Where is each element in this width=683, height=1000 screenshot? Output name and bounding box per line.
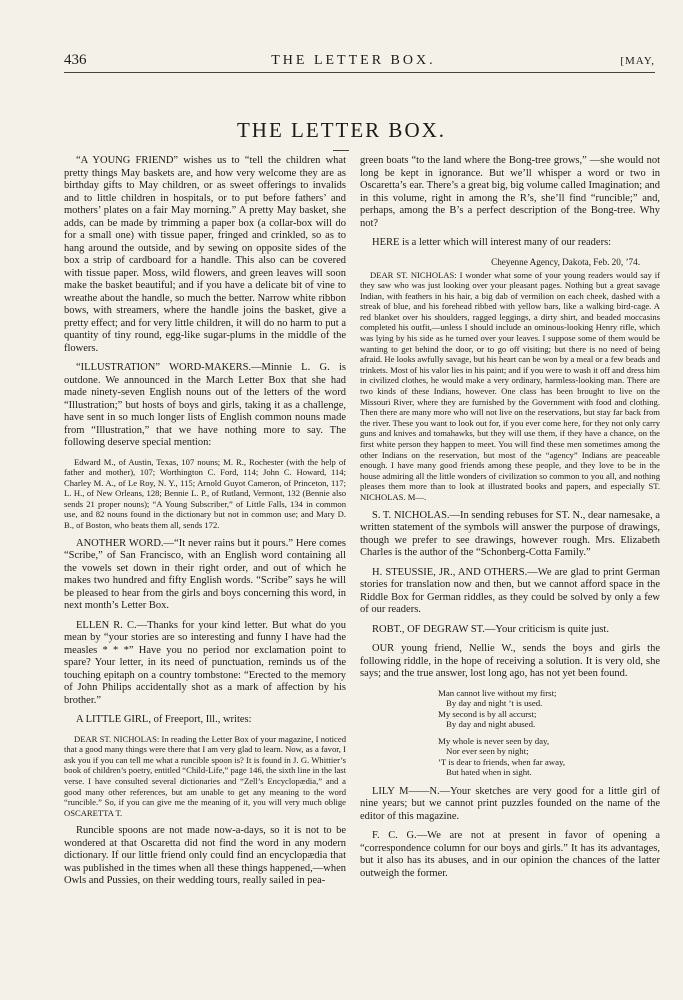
poem-line: By day and night ’t is used. [446, 698, 543, 709]
title-dash [333, 150, 349, 151]
poem-line: Nor ever seen by night; [446, 746, 529, 757]
running-head [64, 52, 655, 72]
header-rule [64, 72, 655, 73]
may-basket-paragraph: “A YOUNG FRIEND” wishes us to “tell the children what pretty things May baskets are, and how very welcome they are as birthday gifts to May children, or as sweet offerings to invalids and to little children in hospitals, or to put before fathers’ and mothers’ plates on a fair May morning.” A pretty May basket, she adds, can be made by trimming a paper box (a collar-box will do for a small one) with tissue paper, fringed and crinkled, so as to hang around the outside, and by sewing on opposite sides of the box a strip of cardboard for a handle. This also can be covered with tissue paper. Moss, wild flowers, and green leaves will soon make the basket beautiful; and if you have a delicate bit of vine to wreathe about the handle, so much the better. Narrow white ribbon bows, with streamers, where the handle joins the basket, give a pretty effect; and for very little children, it will do no harm to put a quantity of tiny round, egg-like sugar-plums in the middle of the flowers. [64, 155, 346, 354]
poem-line: By day and night abused. [446, 719, 536, 730]
bong-tree-paragraph: green boats “to the land where the Bong-tree grows,” —she would not long be kept in ignorance. But we’ll whisper a word or two in Oscaretta’s ear. There’s a great big, big volume called Imagination; and in this volume, right in among the R’s, she’ll find “runcible;” and, perhaps, among the B’s a perfect description of the Bong-tree. Why not? [360, 155, 660, 229]
riddle-intro: OUR young friend, Nellie W., sends the boys and girls the following riddle, in the hope of receiving a solution. It is very old, she says; and the true answer, lost long ago, has not yet been found. [360, 643, 660, 680]
poem-line: But hated when in sight. [446, 767, 532, 778]
right-column [360, 152, 660, 887]
word-makers-paragraph: “ILLUSTRATION” WORD-MAKERS.—Minnie L. G. is outdone. We announced in the March Letter Box that she had made ninety-seven English nouns out of the letters of the word “Illustration;” but hosts of boys and girls, taking it as a challenge, have sent in so much longer lists of English common nouns made from “Illustration,” that we have nothing more to say. The following deserve special mention: [64, 362, 346, 448]
poem-stanza [438, 736, 660, 778]
another-word-paragraph: ANOTHER WORD.—“It never rains but it pours.” Here comes “Scribe,” of San Francisco, with an English word containing all the vowels set down in their right order, and out of which he makes two hundred and fifty English words. “Scribe” says he will be pleased to hear from the girls and boys concerning this word, in next month’s Letter Box. [64, 537, 346, 612]
poem-stanza [438, 688, 660, 730]
poem-line: Man cannot live without my first; [438, 687, 557, 698]
poem-line: ’T is dear to friends, when far away, [438, 756, 566, 767]
word-makers-list: Edward M., of Austin, Texas, 107 nouns; M. R., Rochester (with the help of father and mother), 107; Worthington C. Ford, 114; John C. Howard, 114; Charley M. A., of Le Roy, N. Y., 115; Arnold Guyot Cameron, of Princeton, 117; L. H., of New Orleans, 128; Bennie L. P., of Rutland, Vermont, 132 (Bennie also sends 21 proper nouns); “A Young Subscriber,” of Little Falls, 134 in common use, and 82 nouns found in the dictionary but not in common use; and Mary D. B., of Boston, who beats them all, sends 172. [64, 456, 346, 531]
riddle-poem [438, 688, 660, 778]
page-number: 436 [64, 52, 87, 68]
robt-reply: ROBT., OF DEGRAW ST.—Your criticism is quite just. [372, 623, 609, 635]
poem-line: My whole is never seen by day, [438, 735, 550, 746]
st-nicholas-reply: S. T. NICHOLAS.—In sending rebuses for ST. N., dear namesake, a written statement of the symbols will answer the purpose of drawings, though we prefer to see drawings, however rough. Mrs. Elizabeth Charles is the author of the “Schonberg-Cotta Family.” [360, 509, 660, 559]
running-month: [MAY, [620, 55, 655, 67]
letter-dateline: Cheyenne Agency, Dakota, Feb. 20, ’74. [491, 256, 640, 267]
ellen-paragraph: ELLEN R. C.—Thanks for your kind letter. But what do you mean by “your stories are so interesting and funny I have had the measles * * *” Have you no period nor exclamation point to spare? Your letter, in its need of punctuation, reminds us of the touching epitaph on a country tombstone: “Erected to the memory of John Philips accidentally shot as a mark of affection by his brother.” [64, 619, 346, 706]
runcible-paragraph: Runcible spoons are not made now-a-days, so it is not to be wondered at that Oscaretta did not find the word in any modern dictionary. If our little friend only could find an encyclopædia that was published in the times when all these things happened,—when Owls and Pussies, on their wedding tours, really sailed in pea- [64, 825, 346, 887]
cheyenne-letter: DEAR ST. NICHOLAS: I wonder what some of your young readers would say if they saw who was just looking over your pleasant pages. Nothing but a great savage Indian, with feathers in his hair, a big dab of vermilion on each cheek, dashed with a streak of blue, and his forehead ribbed with yellow bars, like a walking bird-cage. A red blanket over his shoulders, ragged leggings, a dirty shirt, and beaded moccasins completed his outfit,—unless I should include an ominous-looking Henry rifle, which was lying by his side as he turned over your leaves. I suppose some of them would be wanting to get behind the door, or to go off visiting; but there is no need of being afraid. He looks awfully savage, but his heart can be won by a meal or a few beads and trinkets. Most of his valor lies in his paint; and if you were to wash it off and dress him in civilized clothes, he would make a very ordinary, harmless-looking man. There are two kinds of these Indians, however. One class has been brought to live on the Missouri River, where they are furnished by the Government with food and clothing. Then there are many more who will not live on the reservations, but stay far back from the river. These you want to look out for, if you ever come here, for they not only carry guns and knives and tomahawks, but they will use them, if they have a chance, on the first white person they happen to meet. You will find these men sometimes among the other Indians on the reservation, but most of the “agency” Indians are peaceable enough. I have many good friends among these people, and they love to be in the house admiring all the little wonders of civilization so common to you all, and nothing pleases them more than to look at illustrated books and papers, and especially ST. NICHOLAS. M—. [360, 269, 660, 502]
running-title: THE LETTER BOX. [271, 53, 436, 68]
letter-intro: HERE is a letter which will interest many of our readers: [372, 237, 612, 248]
lily-reply: LILY M——N.—Your sketches are very good for a little girl of nine years; but we cannot print puzzles founded on the name of the editor of this magazine. [360, 785, 660, 822]
left-column [64, 152, 346, 895]
page-title: THE LETTER BOX. [236, 118, 447, 142]
steussie-reply: H. STEUSSIE, JR., AND OTHERS.—We are glad to print German stories for translation now and then, but we cannot afford space in the Riddle Box for German riddles, as they could be solved by only a few of our readers. [360, 566, 660, 616]
fcg-reply: F. C. G.—We are not at present in favor of opening a “correspondence column for our boys and girls.” It has its advantages, but it also has its abuses, and in our opinion the chances of the latter outweigh the former. [360, 830, 660, 879]
little-girl-intro: A LITTLE GIRL, of Freeport, Ill., writes: [76, 714, 252, 726]
oscaretta-letter: DEAR ST. NICHOLAS: In reading the Letter Box of your magazine, I noticed that a good many things were there that I am very glad to learn. Now, as a favor, I ask you if you can tell me what a runcible spoon is? It is found in J. G. Whittier’s book of children’s poetry, entitled “Child-Life,” page 146, the sixth line in the last verse. I have consulted several dictionaries and “Zell’s Encyclopædia,” and a good many other references, but am unable to get any meaning to the word “runcible.” So, if you can give me the meaning of it, you will very much oblige OSCARETTA T. [64, 733, 347, 818]
poem-line: My second is by all accurst; [438, 708, 537, 719]
